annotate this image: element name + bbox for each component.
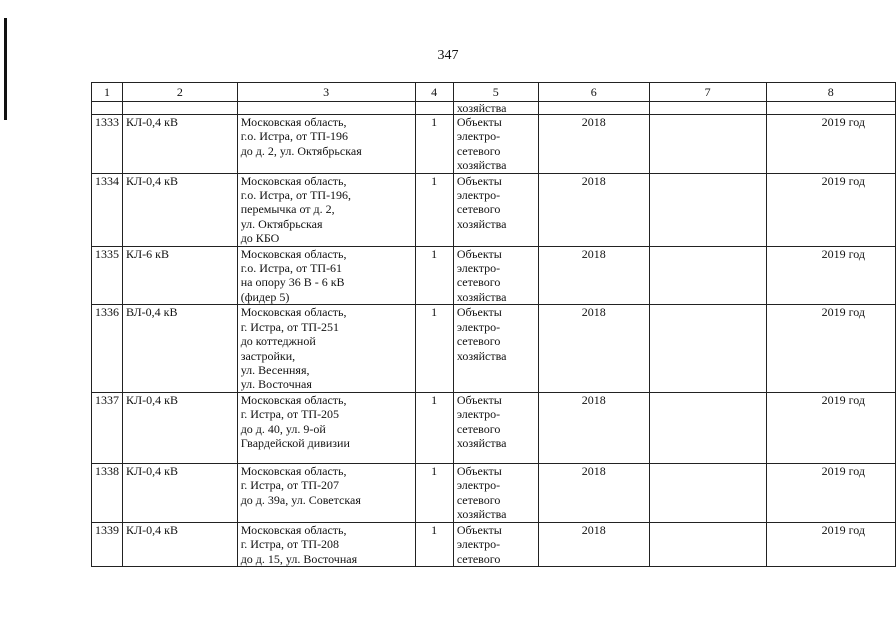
location-line: г.о. Истра, от ТП-196 (240, 129, 349, 144)
object-location (237, 115, 415, 174)
object-year: 2018 (538, 173, 649, 246)
object-type: КЛ-0,4 кВ (123, 463, 238, 522)
cell-empty (538, 102, 649, 115)
object-date: 2019 год (766, 463, 895, 522)
cell-empty (415, 102, 453, 115)
registry-table (91, 82, 896, 567)
location-line: до коттеджной (240, 334, 316, 349)
category-line: сетевого (456, 202, 501, 217)
table-row (92, 246, 896, 305)
object-quantity: 1 (415, 522, 453, 566)
location-line: Московская область, (240, 115, 347, 129)
category-line: Объекты (456, 463, 502, 478)
object-quantity: 1 (415, 305, 453, 392)
location-line: до д. 39а, ул. Советская (240, 492, 361, 507)
cell-empty (237, 102, 415, 115)
row-number: 1336 (92, 305, 123, 392)
column-number: 7 (649, 83, 766, 102)
object-year: 2018 (538, 305, 649, 392)
object-year: 2018 (538, 463, 649, 522)
column-7-value (649, 522, 766, 566)
object-type: КЛ-6 кВ (123, 246, 238, 305)
column-7-value (649, 392, 766, 463)
object-year: 2018 (538, 115, 649, 174)
column-7-value (649, 173, 766, 246)
object-quantity: 1 (415, 246, 453, 305)
location-line: Московская область, (240, 246, 347, 261)
object-category (453, 392, 538, 463)
object-category (453, 463, 538, 522)
page-number: 347 (437, 48, 459, 63)
category-line: сетевого (456, 334, 501, 349)
category-line: электро- (456, 188, 501, 203)
location-line: г.о. Истра, от ТП-61 (240, 261, 343, 276)
object-location (237, 305, 415, 392)
column-number: 1 (92, 83, 123, 102)
location-line: застройки, (240, 348, 296, 363)
column-7-value (649, 305, 766, 392)
table-row (92, 392, 896, 463)
row-number: 1339 (92, 522, 123, 566)
location-line: до КБО (240, 231, 280, 246)
category-line: электро- (456, 537, 501, 552)
category-line: Объекты (456, 173, 502, 188)
location-line: (фидер 5) (240, 289, 290, 304)
continuation-row (92, 102, 896, 115)
category-line: электро- (456, 319, 501, 334)
category-line: сетевого (456, 492, 501, 507)
category-line: сетевого (456, 143, 501, 158)
location-line: до д. 40, ул. 9-ой (240, 421, 326, 436)
category-line: сетевого (456, 421, 501, 436)
object-category (453, 173, 538, 246)
row-number: 1338 (92, 463, 123, 522)
table-row (92, 463, 896, 522)
object-location (237, 392, 415, 463)
continuation-category: хозяйства (453, 102, 538, 115)
object-year: 2018 (538, 392, 649, 463)
object-type: КЛ-0,4 кВ (123, 173, 238, 246)
cell-empty (649, 102, 766, 115)
location-line: г. Истра, от ТП-208 (240, 537, 340, 552)
location-line: на опору 36 В - 6 кВ (240, 275, 345, 290)
object-location (237, 173, 415, 246)
category-line: хозяйства (456, 216, 507, 231)
category-line: Объекты (456, 522, 502, 537)
category-line: электро- (456, 261, 501, 276)
location-line: Московская область, (240, 392, 347, 407)
category-line: сетевого (456, 275, 501, 290)
category-line: хозяйства (456, 506, 507, 521)
table-row (92, 173, 896, 246)
object-quantity: 1 (415, 115, 453, 174)
row-number: 1335 (92, 246, 123, 305)
category-line: Объекты (456, 246, 502, 261)
location-line: г.о. Истра, от ТП-196, (240, 188, 352, 203)
object-date: 2019 год (766, 246, 895, 305)
column-number-row (92, 83, 896, 102)
category-line: Объекты (456, 305, 502, 320)
table-body (92, 83, 896, 567)
object-type: ВЛ-0,4 кВ (123, 305, 238, 392)
category-line: Объекты (456, 392, 502, 407)
category-line: электро- (456, 478, 501, 493)
object-quantity: 1 (415, 392, 453, 463)
object-location (237, 522, 415, 566)
location-line: до д. 2, ул. Октябрьская (240, 143, 362, 158)
object-category (453, 305, 538, 392)
category-line: хозяйства (456, 435, 507, 450)
category-line: электро- (456, 407, 501, 422)
scan-edge-mark (4, 18, 7, 120)
object-date: 2019 год (766, 305, 895, 392)
location-line: г. Истра, от ТП-205 (240, 407, 340, 422)
column-number: 5 (453, 83, 538, 102)
object-type: КЛ-0,4 кВ (123, 115, 238, 174)
category-line: хозяйства (456, 158, 507, 173)
object-year: 2018 (538, 522, 649, 566)
row-number: 1337 (92, 392, 123, 463)
location-line: до д. 15, ул. Восточная (240, 551, 358, 566)
location-line: ул. Весенняя, (240, 362, 310, 377)
category-line: хозяйства (456, 289, 507, 304)
table-row (92, 115, 896, 174)
category-line: Объекты (456, 115, 502, 129)
location-line: перемычка от д. 2, (240, 202, 335, 217)
row-number: 1334 (92, 173, 123, 246)
cell-empty (92, 102, 123, 115)
cell-empty (766, 102, 895, 115)
column-7-value (649, 115, 766, 174)
category-line: хозяйства (456, 348, 507, 363)
cell-empty (123, 102, 238, 115)
object-category (453, 522, 538, 566)
column-number: 6 (538, 83, 649, 102)
object-quantity: 1 (415, 463, 453, 522)
object-location (237, 246, 415, 305)
row-number: 1333 (92, 115, 123, 174)
object-year: 2018 (538, 246, 649, 305)
column-7-value (649, 463, 766, 522)
column-number: 8 (766, 83, 895, 102)
object-location (237, 463, 415, 522)
column-number: 3 (237, 83, 415, 102)
location-line: Московская область, (240, 173, 347, 188)
location-line: Московская область, (240, 305, 347, 320)
location-line: г. Истра, от ТП-207 (240, 478, 340, 493)
location-line: Гвардейской дивизии (240, 435, 350, 450)
location-line: ул. Восточная (240, 377, 312, 392)
object-date: 2019 год (766, 173, 895, 246)
column-7-value (649, 246, 766, 305)
object-type: КЛ-0,4 кВ (123, 392, 238, 463)
location-line: Московская область, (240, 463, 347, 478)
object-date: 2019 год (766, 522, 895, 566)
table-row (92, 522, 896, 566)
category-line: сетевого (456, 551, 501, 566)
object-date: 2019 год (766, 392, 895, 463)
column-number: 4 (415, 83, 453, 102)
table-row (92, 305, 896, 392)
object-category (453, 115, 538, 174)
location-line: Московская область, (240, 522, 347, 537)
object-category (453, 246, 538, 305)
object-type: КЛ-0,4 кВ (123, 522, 238, 566)
location-line: ул. Октябрьская (240, 216, 323, 231)
location-line: г. Истра, от ТП-251 (240, 319, 340, 334)
object-date: 2019 год (766, 115, 895, 174)
column-number: 2 (123, 83, 238, 102)
object-quantity: 1 (415, 173, 453, 246)
category-line: электро- (456, 129, 501, 144)
